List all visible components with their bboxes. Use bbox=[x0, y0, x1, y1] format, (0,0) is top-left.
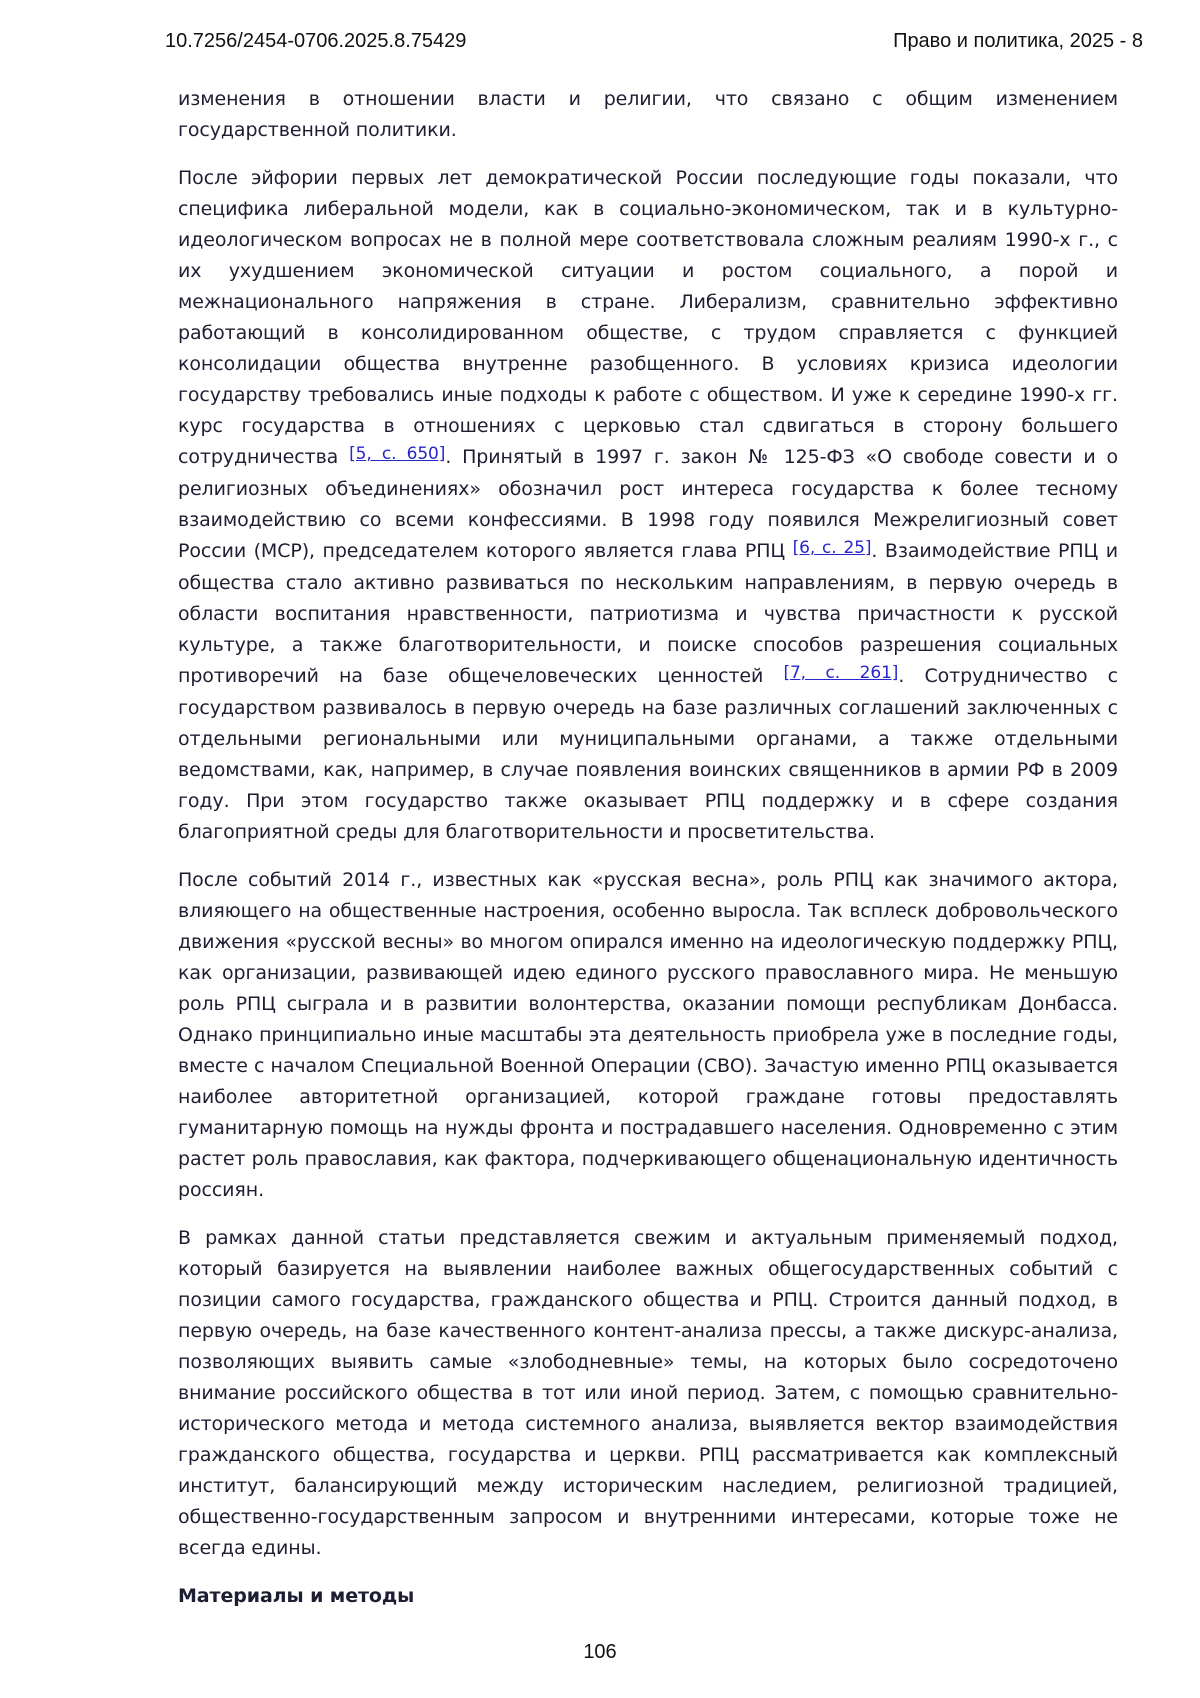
journal-title: Право и политика, 2025 - 8 bbox=[893, 30, 1143, 52]
paragraph-text: . Принятый в 1997 г. закон № 125-ФЗ «О свободе совести и о религиозных объединениях» обозначил рост интереса государства к более тесному взаимодействию со всеми конфессиями. В 1998 году появился Межрелигиозный совет России (МСР), председателем которого является глава РПЦ bbox=[178, 446, 1118, 562]
article-body bbox=[178, 84, 1118, 1612]
page-header bbox=[165, 30, 1143, 53]
section-heading-materials-methods: Материалы и методы bbox=[178, 1585, 415, 1607]
citation-link-5[interactable]: [5, с. 650] bbox=[349, 444, 446, 464]
paragraph-text: . Взаимодействие РПЦ и общества стало активно развиваться по нескольким направлениям, в первую очередь в области воспитания нравственности, патриотизма и чувства причастности к русской культуре, а также благотворительности, и поиске способов разрешения социальных противоречий на базе общечеловеческих ценностей bbox=[178, 540, 1118, 687]
paragraph bbox=[178, 163, 1118, 848]
citation-link-6[interactable]: [6, с. 25] bbox=[792, 538, 872, 558]
doi-text: 10.7256/2454-0706.2025.8.75429 bbox=[165, 30, 467, 52]
paragraph-text: После событий 2014 г., известных как «русская весна», роль РПЦ как значимого актора, влияющего на общественные настроения, особенно выросла. Так всплеск добровольческого движения «русской весны» во многом опирался именно на идеологическую поддержку РПЦ, как организации, развивающей идею единого русского православного мира. Не меньшую роль РПЦ сыграла и в развитии волонтерства, оказании помощи республикам Донбасса. Однако принципиально иные масштабы эта деятельность приобрела уже в последние годы, вместе с началом Специальной Военной Операции (СВО). Зачастую именно РПЦ оказывается наиболее авторитетной организацией, которой граждане готовы предоставлять гуманитарную помощь на нужды фронта и пострадавшего населения. Одновременно с этим растет роль православия, как фактора, подчеркивающего общенациональную идентичность россиян. bbox=[178, 869, 1118, 1201]
paragraph-text: В рамках данной статьи представляется свежим и актуальным применяемый подход, который базируется на выявлении наиболее важных общегосударственных событий с позиции самого государства, гражданского общества и РПЦ. Строится данный подход, в первую очередь, на базе качественного контент-анализа прессы, а также дискурс-анализа, позволяющих выявить самые «злободневные» темы, на которых было сосредоточено внимание российского общества в тот или иной период. Затем, с помощью сравнительно-исторического метода и метода системного анализа, выявляется вектор взаимодействия гражданского общества, государства и церкви. РПЦ рассматривается как комплексный институт, балансирующий между историческим наследием, религиозной традицией, общественно-государственным запросом и внутренними интересами, которые тоже не всегда едины. bbox=[178, 1227, 1118, 1559]
paragraph bbox=[178, 1223, 1118, 1564]
page-number: 106 bbox=[583, 1641, 617, 1663]
paragraph-text: изменения в отношении власти и религии, что связано с общим изменением государственной политики. bbox=[178, 88, 1118, 141]
citation-link-7[interactable]: [7, с. 261] bbox=[783, 663, 899, 683]
paragraph-text: После эйфории первых лет демократической России последующие годы показали, что специфика либеральной модели, как в социально-экономическом, так и в культурно-идеологическом вопросах не в полной мере соответствовала сложным реалиям 1990-х г., с их ухудшением экономической ситуации и ростом социального, а порой и межнационального напряжения в стране. Либерализм, сравнительно эффективно работающий в консолидированном обществе, с трудом справляется с функцией консолидации общества внутренне разобщенного. В условиях кризиса идеологии государству требовались иные подходы к работе с обществом. И уже к середине 1990-х гг. курс государства в отношениях с церковью стал сдвигаться в сторону большего сотрудничества bbox=[178, 167, 1118, 468]
paragraph bbox=[178, 865, 1118, 1206]
page-footer bbox=[0, 1641, 1200, 1664]
paragraph-text: . Сотрудничество с государством развивалось в первую очередь на базе различных соглашений заключенных с отдельными региональными или муниципальными органами, а также отдельными ведомствами, как, например, в случае появления воинских священников в армии РФ в 2009 году. При этом государство также оказывает РПЦ поддержку и в сфере создания благоприятной среды для благотворительности и просветительства. bbox=[178, 665, 1119, 843]
paragraph bbox=[178, 84, 1118, 146]
